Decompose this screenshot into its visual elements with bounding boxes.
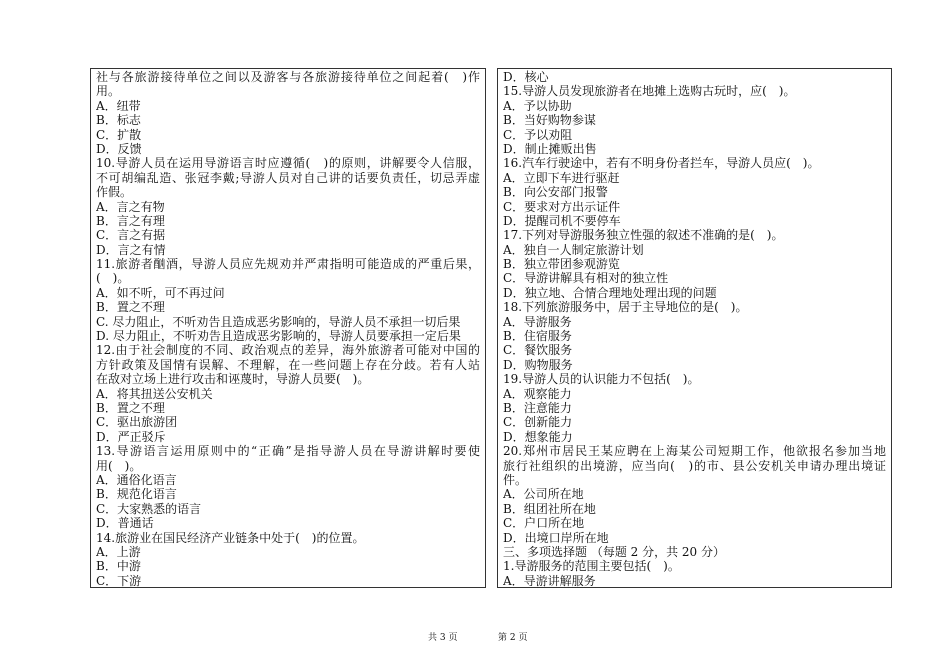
text-line: B．置之不理 [96, 400, 165, 415]
text-line: 13.导游语言运用原则中的“正确”是指导游人员在导游讲解时要使 [96, 444, 480, 459]
footer-current-page: 第 2 页 [498, 633, 528, 643]
text-line: B．向公安部门报警 [503, 185, 608, 200]
text-line: D．购物服务 [503, 357, 573, 372]
text-line: C．导游讲解具有相对的独立性 [503, 271, 669, 286]
text-line: C. 尽力阻止，不听劝告且造成恶劣影响的，导游人员不承担一切后果 [96, 314, 461, 329]
text-line: B．注意能力 [503, 400, 572, 415]
text-line: C．户口所在地 [503, 516, 585, 531]
text-line: C．创新能力 [503, 415, 573, 430]
text-line: 件。 [503, 472, 528, 487]
text-line: A．立即下车进行驱赶 [503, 170, 620, 185]
text-line: 作假。 [96, 185, 133, 200]
text-line: D．言之有情 [96, 242, 166, 257]
text-line: 用。 [96, 84, 121, 99]
text-line: A．上游 [96, 544, 141, 559]
text-line: D．制止摊贩出售 [503, 141, 597, 156]
text-line: D．核心 [503, 70, 549, 84]
text-line: D．出境口岸所在地 [503, 530, 609, 545]
text-line: 社与各旅游接待单位之间以及游客与各旅游接待单位之间起着( )作 [96, 70, 480, 84]
text-line: 旅行社组织的出境游，应当向( )的市、县公安机关申请办理出境证 [503, 458, 886, 473]
text-line: B．当好购物参谋 [503, 113, 596, 128]
text-line: 20.郑州市居民王某应聘在上海某公司短期工作，他欲报名参加当地 [503, 444, 886, 459]
text-line: 18.下列旅游服务中，居于主导地位的是( )。 [503, 300, 748, 315]
text-line: C．要求对方出示证件 [503, 199, 621, 214]
text-line: A．导游服务 [503, 314, 572, 329]
text-line: 方针政策及国情有误解、不理解，在一些问题上存在分歧。若有人站 [96, 357, 480, 372]
text-line: A．观察能力 [503, 386, 572, 401]
text-line: B．住宿服务 [503, 329, 572, 344]
text-line: 1.导游服务的范围主要包括( )。 [503, 559, 680, 574]
text-line: A．将其扭送公安机关 [96, 386, 213, 401]
text-line: C．大家熟悉的语言 [96, 501, 202, 516]
text-line: B．规范化语言 [96, 487, 177, 502]
text-line: A．通俗化语言 [96, 472, 177, 487]
text-line: A．如不听，可不再过问 [96, 285, 225, 300]
text-line: 16.汽车行驶途中，若有不明身份者拦车，导游人员应( )。 [503, 156, 820, 171]
text-line: B．中游 [96, 559, 141, 574]
text-line: 用( )。 [96, 458, 142, 473]
text-line: C．言之有据 [96, 228, 166, 243]
text-line: 17.下列对导游服务独立性强的叙述不准确的是( )。 [503, 228, 784, 243]
text-line: D．提醒司机不要停车 [503, 213, 621, 228]
left-column [90, 68, 486, 588]
text-line: A．导游讲解服务 [503, 573, 596, 588]
text-line: D．独立地、合情合理地处理出现的问题 [503, 285, 717, 300]
text-line: A．予以协助 [503, 98, 572, 113]
text-line: D. 尽力阻止，不听劝告且造成恶劣影响的，导游人员要承担一定后果 [96, 329, 461, 344]
text-line: 三、多项选择题 （每题 2 分，共 20 分） [503, 544, 725, 559]
text-line: A．独自一人制定旅游计划 [503, 242, 644, 257]
text-line: A．言之有物 [96, 199, 165, 214]
text-line: B．置之不理 [96, 300, 165, 315]
text-line: 11.旅游者酗酒，导游人员应先规劝并严肃指明可能造成的严重后果， [96, 257, 480, 272]
text-line: D．反馈 [96, 141, 142, 156]
text-line: C．驱出旅游团 [96, 415, 178, 430]
text-line: C．扩散 [96, 127, 142, 142]
text-line: 不可胡编乱造、张冠李戴;导游人员对自己讲的话要负责任，切忌弄虚 [96, 170, 480, 185]
text-line: C．下游 [96, 573, 142, 588]
text-line: 12.由于社会制度的不同、政治观点的差异，海外旅游者可能对中国的 [96, 343, 480, 358]
text-line: 19.导游人员的认识能力不包括( )。 [503, 372, 700, 387]
footer-total-pages: 共 3 页 [428, 633, 458, 643]
text-line: B．标志 [96, 113, 141, 128]
text-line: C．予以劝阻 [503, 127, 573, 142]
right-column [497, 68, 892, 588]
text-line: B．独立带团参观游览 [503, 257, 620, 272]
text-line: B．言之有理 [96, 213, 165, 228]
text-line: 10.导游人员在运用导游语言时应遵循( )的原则，讲解要令人信服， [96, 156, 480, 171]
text-line: C．餐饮服务 [503, 343, 573, 358]
text-line: D．普通话 [96, 516, 154, 531]
text-line: A．纽带 [96, 98, 141, 113]
text-line: D．想象能力 [503, 429, 573, 444]
text-line: 在敌对立场上进行攻击和诬蔑时，导游人员要( )。 [96, 372, 370, 387]
text-line: 15.导游人员发现旅游者在地摊上选购古玩时，应( )。 [503, 84, 796, 99]
text-line: A．公司所在地 [503, 487, 584, 502]
text-line: D．严正驳斥 [96, 429, 166, 444]
text-line: ( )。 [96, 271, 130, 286]
text-line: 14.旅游业在国民经济产业链条中处于( )的位置。 [96, 530, 365, 545]
text-line: B．组团社所在地 [503, 501, 596, 516]
